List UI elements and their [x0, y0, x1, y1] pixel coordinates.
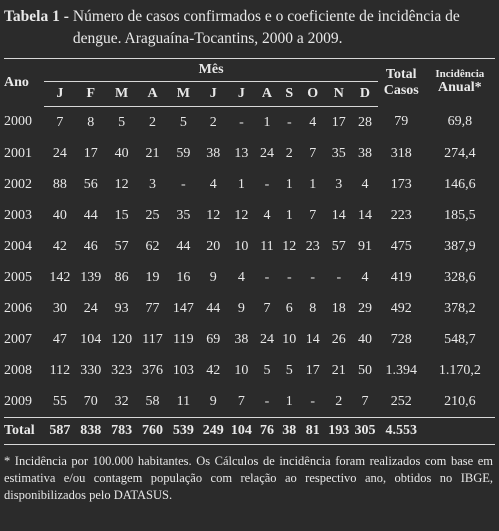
incidencia-cell: 69,8 [447, 114, 473, 130]
month-value-cell: 12 [206, 207, 221, 223]
month-value-cell: 69 [206, 331, 221, 347]
month-value-cell: 323 [111, 362, 133, 378]
month-value-cell: 10 [282, 331, 297, 347]
total-casos-cell: 475 [390, 238, 412, 254]
dengue-cases-table [4, 58, 495, 445]
month-value-cell: 15 [114, 207, 129, 223]
month-value-cell: 2 [209, 114, 217, 130]
total-month-cell: 539 [168, 418, 199, 445]
total-label-cell: Total [4, 418, 44, 445]
month-value-cell: 44 [206, 300, 221, 316]
month-value-cell: 26 [331, 331, 346, 347]
month-value-cell: 35 [331, 145, 346, 161]
month-value-cell: 42 [52, 238, 67, 254]
grand-total-cell: 4.553 [378, 418, 425, 445]
month-value-cell: 11 [260, 238, 274, 254]
month-value-cell: 12 [234, 207, 249, 223]
month-value-cell: 12 [282, 238, 297, 254]
table-caption [4, 6, 495, 50]
incidencia-cell: 210,6 [444, 393, 476, 409]
incidencia-cell: 378,2 [444, 300, 476, 316]
month-value-cell: 21 [145, 145, 160, 161]
month-value-cell: - [310, 269, 316, 285]
total-month-cell: 38 [279, 418, 300, 445]
month-value-cell: 7 [263, 300, 271, 316]
total-casos-cell: 1.394 [385, 362, 417, 378]
header-month: A [255, 82, 278, 107]
month-value-cell: 56 [83, 176, 98, 192]
total-month-cell: 305 [352, 418, 378, 445]
month-value-cell: 62 [145, 238, 160, 254]
caption-text: Número de casos confirmados e o coeficiente de incidência de dengue. Araguaína-Tocantins, 2000 a 2009. [72, 8, 460, 47]
month-value-cell: 142 [49, 269, 71, 285]
total-casos-cell: 492 [390, 300, 412, 316]
header-month: O [300, 82, 326, 107]
month-value-cell: 86 [114, 269, 129, 285]
month-value-cell: - [264, 393, 270, 409]
month-value-cell: 35 [176, 207, 191, 223]
year-cell: 2009 [4, 393, 32, 409]
month-value-cell: 2 [149, 114, 157, 130]
month-value-cell: 8 [87, 114, 95, 130]
total-casos-cell: 728 [390, 331, 412, 347]
month-value-cell: 117 [142, 331, 163, 347]
month-value-cell: 17 [305, 362, 320, 378]
month-value-cell: 57 [331, 238, 346, 254]
year-cell: 2001 [4, 145, 32, 161]
month-value-cell: 12 [114, 176, 129, 192]
month-value-cell: 24 [259, 145, 274, 161]
total-month-cell: 249 [199, 418, 228, 445]
month-value-cell: 119 [173, 331, 194, 347]
month-value-cell: 120 [111, 331, 133, 347]
month-value-cell: 7 [56, 114, 64, 130]
month-value-cell: 46 [83, 238, 98, 254]
header-month: D [352, 82, 378, 107]
year-cell: 2008 [4, 362, 32, 378]
total-incidencia-cell [425, 418, 495, 445]
month-value-cell: 50 [357, 362, 372, 378]
incidencia-cell: 548,7 [444, 331, 476, 347]
month-value-cell: 10 [234, 362, 249, 378]
incidencia-cell: 328,6 [444, 269, 476, 285]
month-value-cell: 2 [335, 393, 343, 409]
header-month: N [325, 82, 352, 107]
month-value-cell: 139 [80, 269, 102, 285]
month-value-cell: 17 [83, 145, 98, 161]
header-total-casos [378, 59, 425, 107]
month-value-cell: 21 [331, 362, 346, 378]
caption-label: Tabela 1 - [4, 8, 69, 25]
month-value-cell: 112 [49, 362, 71, 378]
month-value-cell: 7 [361, 393, 369, 409]
month-value-cell: 77 [145, 300, 160, 316]
month-value-cell: 17 [331, 114, 346, 130]
year-cell: 2007 [4, 331, 32, 347]
table-row [4, 386, 495, 418]
month-value-cell: 91 [357, 238, 372, 254]
month-value-cell: 1 [285, 176, 293, 192]
total-month-cell: 587 [44, 418, 75, 445]
month-value-cell: 23 [305, 238, 320, 254]
month-value-cell: 24 [259, 331, 274, 347]
total-casos-cell: 173 [390, 176, 412, 192]
month-value-cell: - [286, 114, 292, 130]
month-value-cell: 13 [234, 145, 249, 161]
month-value-cell: 4 [209, 176, 217, 192]
header-month: J [44, 82, 75, 107]
month-value-cell: 330 [80, 362, 102, 378]
incidencia-cell: 185,5 [444, 207, 476, 223]
month-value-cell: 93 [114, 300, 129, 316]
month-value-cell: 14 [305, 331, 320, 347]
month-value-cell: 6 [285, 300, 293, 316]
header-month: F [75, 82, 106, 107]
month-value-cell: 70 [83, 393, 98, 409]
month-value-cell: 147 [172, 300, 194, 316]
month-value-cell: 38 [206, 145, 221, 161]
month-value-cell: 32 [114, 393, 129, 409]
month-value-cell: 5 [118, 114, 126, 130]
total-month-cell: 193 [325, 418, 352, 445]
month-value-cell: 40 [52, 207, 67, 223]
table-row [4, 262, 495, 293]
total-month-cell: 838 [75, 418, 106, 445]
month-value-cell: - [239, 114, 244, 130]
total-casos-cell: 252 [390, 393, 412, 409]
month-value-cell: 8 [309, 300, 317, 316]
month-value-cell: 4 [263, 207, 271, 223]
year-cell: 2003 [4, 207, 32, 223]
incidencia-cell: 274,4 [444, 145, 476, 161]
header-incidencia [425, 59, 495, 107]
month-value-cell: 104 [80, 331, 102, 347]
month-value-cell: 57 [114, 238, 129, 254]
total-month-cell: 783 [106, 418, 137, 445]
header-total-casos-line1: Total [385, 66, 417, 82]
month-value-cell: 5 [263, 362, 271, 378]
header-mes: Mês [44, 59, 377, 82]
month-value-cell: 1 [285, 207, 293, 223]
month-value-cell: 29 [357, 300, 372, 316]
table-row [4, 293, 495, 324]
year-cell: 2002 [4, 176, 32, 192]
footnote: * Incidência por 100.000 habitantes. Os Cálculos de incidência foram realizados com base em estimativa e/ou contagem população com relação ao respectivo ano, obtidos no IBGE, disponibilizados pelo DATASUS. [4, 454, 493, 502]
month-value-cell: 4 [361, 269, 369, 285]
year-cell: 2004 [4, 238, 32, 254]
month-value-cell: 44 [83, 207, 98, 223]
month-value-cell: 38 [357, 145, 372, 161]
header-month: J [199, 82, 228, 107]
month-value-cell: 47 [52, 331, 67, 347]
table-row [4, 324, 495, 355]
year-cell: 2005 [4, 269, 32, 285]
table-row [4, 231, 495, 262]
month-value-cell: 1 [237, 176, 245, 192]
incidencia-cell: 1.170,2 [438, 362, 481, 378]
month-value-cell: 103 [172, 362, 194, 378]
total-casos-cell: 223 [390, 207, 412, 223]
month-value-cell: 88 [52, 176, 67, 192]
total-month-cell: 76 [255, 418, 278, 445]
header-month: J [228, 82, 256, 107]
month-value-cell: 20 [206, 238, 221, 254]
total-month-cell: 760 [137, 418, 168, 445]
month-value-cell: 55 [52, 393, 67, 409]
month-value-cell: 42 [206, 362, 221, 378]
header-month: A [137, 82, 168, 107]
total-row [4, 418, 495, 445]
month-value-cell: 7 [237, 393, 245, 409]
month-value-cell: 18 [331, 300, 346, 316]
incidencia-cell: 387,9 [444, 238, 476, 254]
month-value-cell: - [310, 393, 316, 409]
month-value-cell: - [264, 176, 270, 192]
month-value-cell: 24 [52, 145, 67, 161]
total-month-cell: 81 [300, 418, 326, 445]
month-value-cell: 5 [285, 362, 293, 378]
table-row [4, 107, 495, 139]
month-value-cell: 3 [335, 176, 343, 192]
month-value-cell: 19 [145, 269, 160, 285]
month-value-cell: 9 [209, 269, 217, 285]
month-value-cell: - [336, 269, 342, 285]
month-value-cell: 58 [145, 393, 160, 409]
table-body [4, 107, 495, 445]
month-value-cell: 38 [234, 331, 249, 347]
month-value-cell: 1 [285, 393, 293, 409]
month-value-cell: 3 [149, 176, 157, 192]
month-value-cell: 10 [234, 238, 249, 254]
month-value-cell: - [264, 269, 270, 285]
month-value-cell: 16 [176, 269, 191, 285]
header-ano: Ano [4, 74, 29, 90]
month-value-cell: 1 [263, 114, 271, 130]
month-value-cell: 1 [309, 176, 317, 192]
month-value-cell: 9 [209, 393, 217, 409]
month-value-cell: 4 [361, 176, 369, 192]
month-value-cell: 7 [309, 207, 317, 223]
header-month: M [106, 82, 137, 107]
year-cell: 2000 [4, 114, 32, 130]
month-value-cell: - [181, 176, 186, 192]
month-value-cell: 7 [309, 145, 317, 161]
total-casos-cell: 79 [394, 114, 409, 130]
month-value-cell: 25 [145, 207, 160, 223]
month-value-cell: 40 [114, 145, 129, 161]
year-cell: 2006 [4, 300, 32, 316]
month-value-cell: 376 [142, 362, 164, 378]
table-row [4, 200, 495, 231]
table-row [4, 355, 495, 386]
month-value-cell: 30 [52, 300, 67, 316]
header-incidencia-line2: Anual* [438, 80, 482, 96]
month-value-cell: 28 [357, 114, 372, 130]
total-casos-cell: 419 [390, 269, 412, 285]
month-value-cell: 44 [176, 238, 191, 254]
table-row [4, 138, 495, 169]
month-value-cell: 9 [237, 300, 245, 316]
month-value-cell: 11 [176, 393, 191, 409]
month-value-cell: 4 [237, 269, 245, 285]
month-value-cell: 2 [285, 145, 293, 161]
month-value-cell: 4 [309, 114, 317, 130]
total-month-cell: 104 [228, 418, 256, 445]
table-row [4, 169, 495, 200]
month-value-cell: 24 [83, 300, 98, 316]
total-casos-cell: 318 [390, 145, 412, 161]
month-value-cell: 40 [357, 331, 372, 347]
month-value-cell: - [286, 269, 292, 285]
month-value-cell: 5 [179, 114, 187, 130]
month-value-cell: 14 [357, 207, 372, 223]
header-month: S [279, 82, 300, 107]
incidencia-cell: 146,6 [444, 176, 476, 192]
month-value-cell: 59 [176, 145, 191, 161]
header-month: M [168, 82, 199, 107]
header-incidencia-line1: Incidência [435, 68, 485, 81]
header-total-casos-line2: Casos [383, 82, 419, 98]
month-value-cell: 14 [331, 207, 346, 223]
